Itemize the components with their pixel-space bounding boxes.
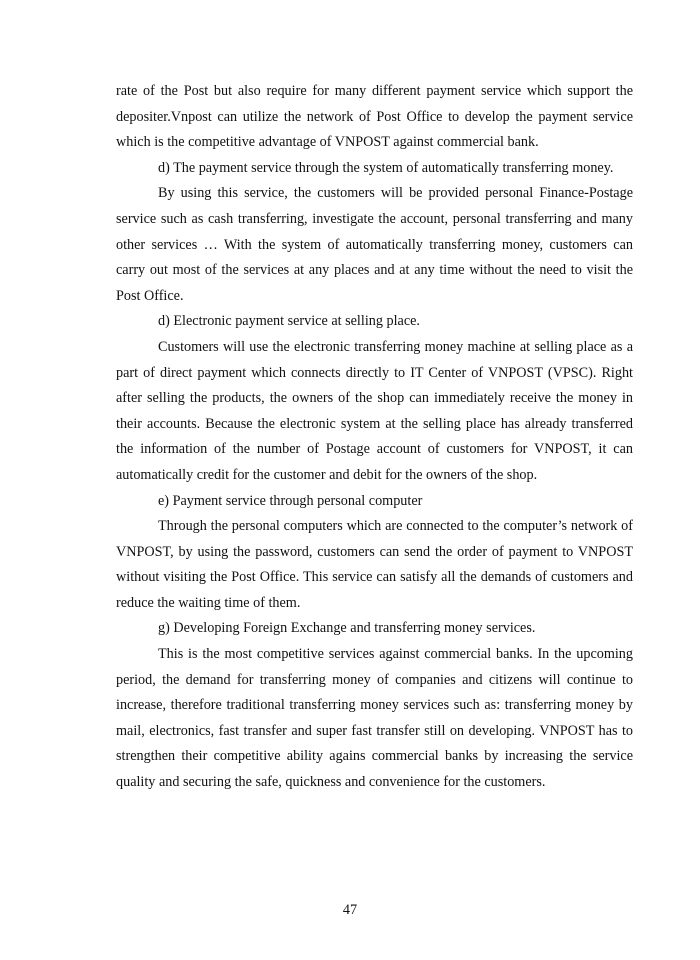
heading-electronic-payment: d) Electronic payment service at selling place. [158, 313, 420, 330]
heading-foreign-exchange: g) Developing Foreign Exchange and transferring money services. [158, 620, 536, 637]
paragraph-automatic-transfer: By using this service, the customers will be provided personal Finance-Postage service such as cash transferring, investigate the account, personal transferring and many other services … With the system of automatically transferring money, customers can carry out most of the services at any places and at any time without the need to visit the Post Office. [116, 185, 633, 304]
paragraph-electronic-payment: Customers will use the electronic transferring money machine at selling place as a part of direct payment which connects directly to IT Center of VNPOST (VPSC). Right after selling the products, the owners of the shop can immediately receive the money in their accounts. Because the electronic system at the selling place has already transferred the information of the number of Postage account of customers for VNPOST, it can automatically credit for the customer and debit for the owners of the shop. [116, 338, 633, 483]
paragraph-foreign-exchange: This is the most competitive services against commercial banks. In the upcoming period, the demand for transferring money of companies and citizens will continue to increase, therefore traditional transferring money services such as: transferring money by mail, electronics, fast transfer and super fast transfer still on developing. VNPOST has to strengthen their competitive ability agains commercial banks by increasing the service quality and securing the safe, quickness and convenience for the customers. [116, 646, 633, 791]
document-body [116, 79, 633, 796]
paragraph-continuation: rate of the Post but also require for many different payment service which support the depositer.Vnpost can utilize the network of Post Office to develop the payment service which is the competitive advantage of VNPOST against commercial bank. [116, 83, 633, 151]
heading-automatic-transfer: d) The payment service through the system of automatically transferring money. [158, 159, 614, 176]
page-number: 47 [342, 902, 358, 918]
paragraph-personal-computer: Through the personal computers which are connected to the computer’s network of VNPOST, by using the password, customers can send the order of payment to VNPOST without visiting the Post Office. This service can satisfy all the demands of customers and reduce the waiting time of them. [116, 518, 633, 611]
heading-personal-computer: e) Payment service through personal computer [158, 492, 423, 509]
